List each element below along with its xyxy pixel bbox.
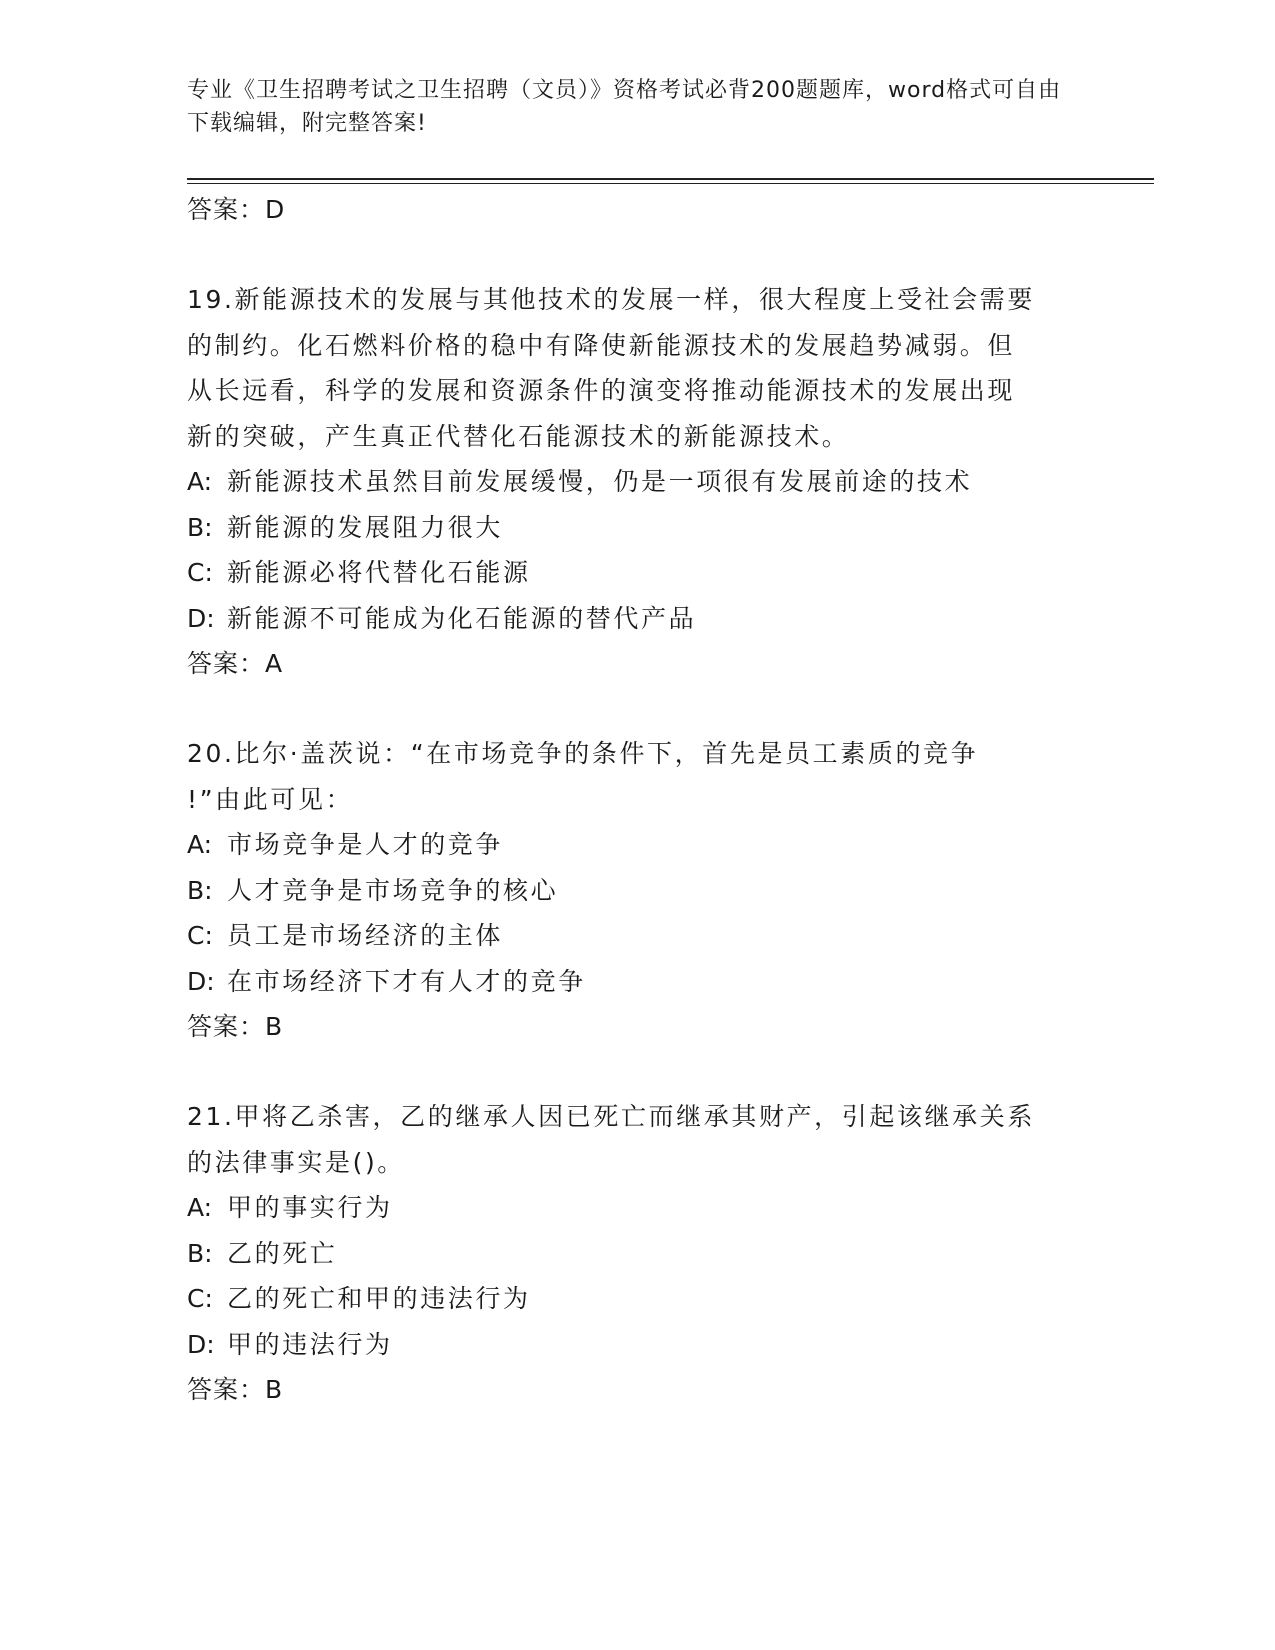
option-text: 新能源必将代替化石能源: [227, 558, 531, 587]
option-text: 市场竞争是人才的竞争: [227, 830, 504, 859]
option-text: 乙的死亡和甲的违法行为: [227, 1284, 531, 1313]
answer-line: 答案：D: [187, 195, 286, 224]
stem-line: 的法律事实是()。: [187, 1147, 405, 1177]
option-letter: A:: [187, 467, 213, 496]
option-letter: B:: [187, 1238, 213, 1268]
option-letter: D:: [187, 966, 215, 996]
option-a: [187, 459, 1087, 505]
option-letter: A:: [187, 1193, 213, 1222]
option-letter: B:: [187, 512, 213, 542]
option-letter: D:: [187, 603, 215, 633]
question-stem: [187, 731, 1087, 822]
option-text: 乙的死亡: [227, 1238, 338, 1268]
option-c: [187, 913, 1087, 959]
option-text: 新能源的发展阻力很大: [227, 512, 504, 542]
answer-line: 答案：B: [187, 1012, 284, 1041]
option-text: 员工是市场经济的主体: [227, 921, 504, 950]
option-b: [187, 1231, 1087, 1277]
option-text: 甲的事实行为: [227, 1193, 393, 1222]
option-letter: B:: [187, 875, 213, 905]
option-text: 新能源技术虽然目前发展缓慢，仍是一项很有发展前途的技术: [227, 467, 973, 496]
option-b: [187, 505, 1087, 551]
option-a: [187, 1185, 1087, 1231]
option-d: [187, 1322, 1087, 1368]
header-divider-thin: [187, 183, 1154, 184]
option-d: [187, 959, 1087, 1005]
answer-line: 答案：A: [187, 649, 284, 678]
stem-line: 20.比尔·盖茨说：“在市场竞争的条件下，首先是员工素质的竞争: [187, 739, 979, 768]
question-block: [187, 731, 1087, 1050]
option-a: [187, 822, 1087, 868]
option-c: [187, 1276, 1087, 1322]
stem-line: 21.甲将乙杀害，乙的继承人因已死亡而继承其财产，引起该继承关系: [187, 1102, 1035, 1131]
stem-line: 19.新能源技术的发展与其他技术的发展一样，很大程度上受社会需要: [187, 285, 1035, 314]
option-b: [187, 868, 1087, 914]
option-letter: C:: [187, 921, 213, 950]
option-letter: A:: [187, 830, 213, 859]
question-block: [187, 1094, 1087, 1413]
stem-line: 新的突破，产生真正代替化石能源技术的新能源技术。: [187, 421, 850, 451]
option-text: 人才竞争是市场竞争的核心: [227, 875, 559, 905]
question-stem: [187, 1094, 1087, 1185]
stem-line: 的制约。化石燃料价格的稳中有降使新能源技术的发展趋势减弱。但: [187, 330, 1016, 360]
answer-line: 答案：B: [187, 1375, 284, 1404]
option-text: 甲的违法行为: [227, 1329, 393, 1359]
header-divider: [187, 178, 1154, 180]
stem-line: !”由此可见：: [187, 784, 354, 814]
option-letter: C:: [187, 558, 213, 587]
document-body: [187, 187, 1087, 1413]
stem-line: 从长远看，科学的发展和资源条件的演变将推动能源技术的发展出现: [187, 376, 1016, 405]
option-text: 在市场经济下才有人才的竞争: [227, 966, 586, 996]
option-c: [187, 550, 1087, 596]
question-block: [187, 277, 1087, 687]
question-stem: [187, 277, 1087, 459]
option-letter: D:: [187, 1329, 215, 1359]
option-text: 新能源不可能成为化石能源的替代产品: [227, 603, 697, 633]
page-header: 专业《卫生招聘考试之卫生招聘（文员）》资格考试必背200题题库，word格式可自由下载编辑，附完整答案!: [187, 78, 1062, 136]
option-letter: C:: [187, 1284, 213, 1313]
option-d: [187, 596, 1087, 642]
